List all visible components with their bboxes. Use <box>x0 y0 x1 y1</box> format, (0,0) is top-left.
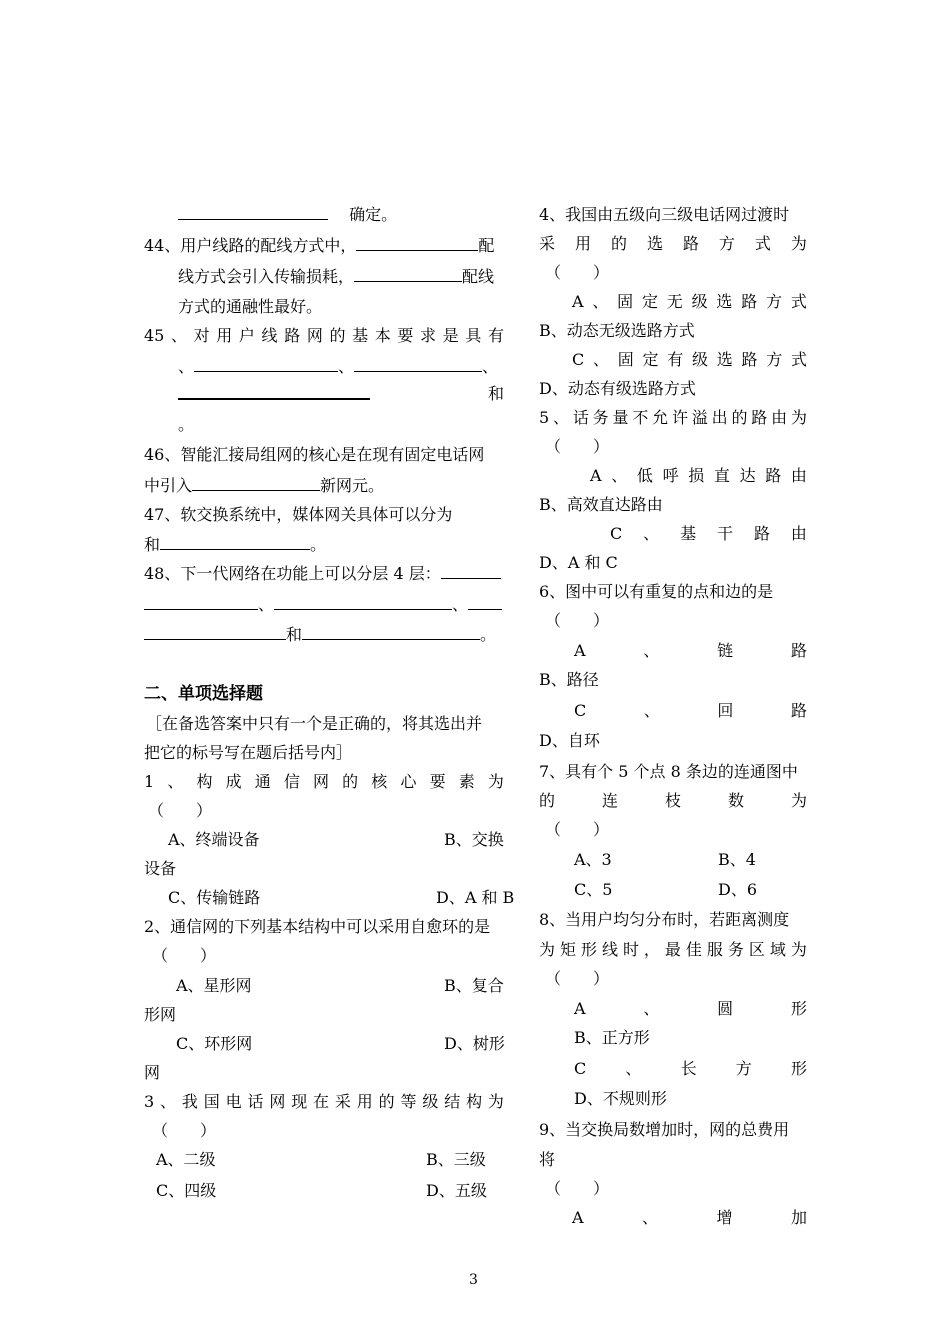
q48-line3 <box>144 625 496 645</box>
answer-paren: （ ） <box>545 969 610 988</box>
answer-blank <box>178 384 370 400</box>
text: 和 <box>286 625 303 644</box>
char: 构 <box>196 772 213 791</box>
option-d: D、动态有级选路方式 <box>539 379 696 398</box>
char: 3 <box>144 1092 155 1111</box>
answer-blank <box>354 357 482 372</box>
s9-question: 9、当交换局数增加时，网的总费用 <box>539 1120 790 1139</box>
char: 区 <box>748 940 765 959</box>
char: 为 <box>790 791 807 810</box>
option-d-cont: 网 <box>144 1063 161 1082</box>
text: 、 <box>178 357 195 376</box>
q44-line2 <box>178 267 494 287</box>
option-d: D、树形 <box>444 1034 505 1053</box>
char: 要 <box>429 772 446 791</box>
char: 无 <box>666 292 683 311</box>
char: 矩 <box>559 940 576 959</box>
char: 务 <box>592 408 609 427</box>
option-c <box>574 701 807 721</box>
char: 具 <box>465 326 482 345</box>
answer-paren: （ ） <box>545 437 610 456</box>
char: 溢 <box>691 408 708 427</box>
option-b: B、交换 <box>444 830 504 849</box>
char: 采 <box>539 234 556 253</box>
answer-blank <box>160 535 310 550</box>
char: 我 <box>181 1092 198 1111</box>
char: 的 <box>610 234 627 253</box>
char: 式 <box>754 234 771 253</box>
char: 路 <box>790 641 807 660</box>
char: 有 <box>667 350 684 369</box>
char: 形 <box>790 999 807 1018</box>
char: 是 <box>442 326 459 345</box>
char: 用 <box>356 1092 373 1111</box>
char: 国 <box>203 1092 220 1111</box>
char: 呼 <box>662 466 679 485</box>
answer-paren: （ ） <box>545 1179 610 1198</box>
char: 信 <box>283 772 300 791</box>
text: 线方式会引入传输损耗， <box>178 267 355 286</box>
s5-question <box>539 408 807 428</box>
char: 等 <box>400 1092 417 1111</box>
char: A <box>574 999 586 1018</box>
char: 结 <box>444 1092 461 1111</box>
char: 回 <box>717 701 734 720</box>
char: 式 <box>790 350 807 369</box>
char: ， <box>643 940 660 959</box>
answer-blank <box>144 595 258 610</box>
char: 、 <box>592 292 609 311</box>
char: 素 <box>458 772 475 791</box>
char: 、 <box>592 350 609 369</box>
s1-question <box>144 772 504 792</box>
char: 由 <box>790 466 807 485</box>
char: 方 <box>718 234 735 253</box>
char: 选 <box>646 234 663 253</box>
answer-blank <box>194 357 338 372</box>
s8-question: 8、当用户均匀分布时，若距离测度 <box>539 910 790 929</box>
char: 户 <box>238 326 255 345</box>
option-b: B、复合 <box>444 976 504 995</box>
q45-line3 <box>178 384 504 405</box>
option-b: B、三级 <box>426 1150 486 1169</box>
char: 选 <box>716 292 733 311</box>
char: 路 <box>751 408 768 427</box>
answer-paren: （ ） <box>152 1121 217 1140</box>
option-b: B、高效直达路由 <box>539 495 663 514</box>
q47-line1: 47、软交换系统中，媒体网关具体可以分为 <box>144 505 453 524</box>
char: 损 <box>688 466 705 485</box>
option-b: B、正方形 <box>574 1028 650 1047</box>
q47-line2 <box>144 535 326 555</box>
q45-line1 <box>144 326 504 346</box>
q43-tail <box>178 205 397 225</box>
char: 最 <box>664 940 681 959</box>
option-b-cont: 形网 <box>144 1005 177 1024</box>
text: 、 <box>338 357 355 376</box>
char: 基 <box>680 524 697 543</box>
option-a <box>572 292 807 312</box>
char: 话 <box>247 1092 264 1111</box>
char: 路 <box>753 524 770 543</box>
char: 路 <box>765 466 782 485</box>
option-c <box>574 1059 807 1079</box>
char: 本 <box>374 326 391 345</box>
char: 定 <box>642 350 659 369</box>
char: 话 <box>572 408 589 427</box>
char: 成 <box>225 772 242 791</box>
char: 、 <box>643 524 660 543</box>
char: 低 <box>636 466 653 485</box>
option-a: A、3 <box>574 850 612 869</box>
option-c <box>610 524 807 544</box>
char: 路 <box>790 701 807 720</box>
char: 构 <box>466 1092 483 1111</box>
char: 电 <box>225 1092 242 1111</box>
answer-blank <box>192 476 320 491</box>
char: 直 <box>713 466 730 485</box>
s2-question: 2、通信网的下列基本结构中可以采用自愈环的是 <box>144 917 491 936</box>
option-b: B、路径 <box>539 670 599 689</box>
char: 链 <box>717 641 734 660</box>
s8-question-cont <box>539 940 807 960</box>
q44-line1 <box>144 236 494 256</box>
char: 路 <box>741 350 758 369</box>
q46-line1: 46、智能汇接局组网的核心是在现有固定电话网 <box>144 445 485 464</box>
char: 路 <box>741 292 758 311</box>
char: A <box>590 466 602 485</box>
option-b-cont: 设备 <box>144 859 177 878</box>
answer-paren: （ ） <box>545 611 610 630</box>
char: 用 <box>574 234 591 253</box>
q44-line3: 方式的通融性最好。 <box>178 297 323 316</box>
option-d: D、自环 <box>539 731 600 750</box>
char: 服 <box>706 940 723 959</box>
char: 、 <box>643 641 660 660</box>
char: 出 <box>711 408 728 427</box>
text: 和 <box>144 535 161 554</box>
text: 44、用户线路的配线方式中， <box>144 236 357 255</box>
answer-blank <box>441 564 501 579</box>
char: 连 <box>601 791 618 810</box>
char: 为 <box>790 408 807 427</box>
char: 为 <box>539 940 556 959</box>
char: 数 <box>727 791 744 810</box>
option-d: D、A 和 B <box>436 888 515 907</box>
char: 枝 <box>664 791 681 810</box>
char: A <box>572 292 584 311</box>
q46-line2 <box>144 476 384 496</box>
answer-blank <box>178 205 328 220</box>
char: 采 <box>334 1092 351 1111</box>
char: 圆 <box>717 999 734 1018</box>
char: 的 <box>731 408 748 427</box>
char: 形 <box>790 1059 807 1078</box>
char: 许 <box>671 408 688 427</box>
char: 45 <box>144 326 165 345</box>
s9-question-cont: 将 <box>539 1150 556 1169</box>
text: 确定。 <box>349 205 398 224</box>
char: 干 <box>717 524 734 543</box>
option-a <box>590 466 807 486</box>
char: A <box>572 1208 584 1227</box>
char: 现 <box>291 1092 308 1111</box>
char: 由 <box>771 408 788 427</box>
answer-blank <box>354 267 462 282</box>
answer-paren: （ ） <box>148 801 213 820</box>
char: 固 <box>617 292 634 311</box>
option-d: D、不规则形 <box>574 1089 667 1108</box>
instructions-line1: ［在备选答案中只有一个是正确的，将其选出并 <box>146 714 483 733</box>
answer-blank <box>274 595 452 610</box>
text: 中引入 <box>144 476 193 495</box>
char: A <box>574 641 586 660</box>
text: 。 <box>310 535 327 554</box>
char: 为 <box>487 1092 504 1111</box>
text: 新网元。 <box>320 476 385 495</box>
char: 为 <box>790 234 807 253</box>
char: 级 <box>691 292 708 311</box>
option-c: C、四级 <box>156 1181 217 1200</box>
char: 增 <box>716 1208 733 1227</box>
text: 和 <box>487 384 504 403</box>
char: 由 <box>790 524 807 543</box>
char: 佳 <box>685 940 702 959</box>
char: 为 <box>487 772 504 791</box>
option-d: D、6 <box>718 880 758 899</box>
option-a <box>574 999 807 1019</box>
char: 、 <box>642 1208 659 1227</box>
char: 量 <box>612 408 629 427</box>
q48-line1 <box>144 564 501 584</box>
char: 、 <box>167 772 184 791</box>
text: 48、下一代网络在功能上可以分层 4 层： <box>144 564 441 583</box>
char: 线 <box>261 326 278 345</box>
char: 方 <box>766 350 783 369</box>
option-b: B、4 <box>718 850 756 869</box>
option-d: D、A 和 C <box>539 553 618 572</box>
s4-question: 4、我国由五级向三级电话网过渡时 <box>539 205 790 224</box>
char: 不 <box>632 408 649 427</box>
char: 心 <box>400 772 417 791</box>
char: 选 <box>716 350 733 369</box>
char: 1 <box>144 772 155 791</box>
char: 达 <box>739 466 756 485</box>
char: 方 <box>735 1059 752 1078</box>
text: 、 <box>482 357 499 376</box>
char: 的 <box>539 791 556 810</box>
char: 网 <box>306 326 323 345</box>
char: 、 <box>643 999 660 1018</box>
q48-line2 <box>144 595 502 615</box>
char: 级 <box>422 1092 439 1111</box>
s3-question <box>144 1092 504 1112</box>
char: 域 <box>769 940 786 959</box>
section-title: 二、单项选择题 <box>144 684 263 704</box>
text: 、 <box>258 595 275 614</box>
char: 的 <box>342 772 359 791</box>
char: 形 <box>580 940 597 959</box>
answer-blank <box>356 236 478 251</box>
char: 要 <box>397 326 414 345</box>
option-c: C、环形网 <box>176 1034 253 1053</box>
char: 方 <box>766 292 783 311</box>
char: 的 <box>378 1092 395 1111</box>
q45-line2 <box>178 357 498 377</box>
text: 、 <box>452 595 469 614</box>
s7-question-cont <box>539 791 807 811</box>
option-c: C、传输链路 <box>168 888 261 907</box>
char: 、 <box>625 1059 642 1078</box>
text: 。 <box>480 625 497 644</box>
option-a <box>572 1208 807 1228</box>
answer-blank <box>468 595 502 610</box>
char: 加 <box>790 1208 807 1227</box>
char: 对 <box>193 326 210 345</box>
char: 、 <box>170 326 187 345</box>
answer-paren: （ ） <box>152 946 217 965</box>
char: 网 <box>313 772 330 791</box>
s7-question: 7、具有个 5 个点 8 条边的连通图中 <box>539 762 798 781</box>
char: 式 <box>790 292 807 311</box>
page-number: 3 <box>469 1272 478 1288</box>
char: 定 <box>641 292 658 311</box>
char: 在 <box>313 1092 330 1111</box>
s4-question-cont <box>539 234 807 254</box>
option-a: A、终端设备 <box>168 830 260 849</box>
answer-paren: （ ） <box>545 263 610 282</box>
char: 线 <box>601 940 618 959</box>
char: 5 <box>539 408 550 427</box>
answer-paren: （ ） <box>545 820 610 839</box>
option-a: A、星形网 <box>176 976 252 995</box>
char: 通 <box>254 772 271 791</box>
option-d: D、五级 <box>426 1181 487 1200</box>
char: 网 <box>269 1092 286 1111</box>
char: C <box>574 701 587 720</box>
char: 为 <box>790 940 807 959</box>
char: C <box>572 350 585 369</box>
option-a: A、二级 <box>156 1150 216 1169</box>
instructions-line2: 把它的标号写在题后括号内］ <box>144 743 353 762</box>
char: 的 <box>329 326 346 345</box>
text: 配 <box>478 236 495 255</box>
q45-line4: 。 <box>178 415 195 434</box>
answer-blank <box>302 625 480 640</box>
answer-blank <box>144 625 286 640</box>
char: 长 <box>680 1059 697 1078</box>
char: C <box>610 524 623 543</box>
text: 配线 <box>462 267 495 286</box>
char: 用 <box>216 326 233 345</box>
char: C <box>574 1059 587 1078</box>
char: 固 <box>617 350 634 369</box>
char: 时 <box>622 940 639 959</box>
char: 基 <box>352 326 369 345</box>
char: 、 <box>643 701 660 720</box>
char: 路 <box>284 326 301 345</box>
char: 求 <box>420 326 437 345</box>
char: 级 <box>691 350 708 369</box>
option-a <box>574 641 807 661</box>
char: 务 <box>727 940 744 959</box>
option-c: C、5 <box>574 880 613 899</box>
char: 核 <box>371 772 388 791</box>
option-c <box>572 350 807 370</box>
s6-question: 6、图中可以有重复的点和边的是 <box>539 582 774 601</box>
char: 、 <box>160 1092 177 1111</box>
char: 允 <box>652 408 669 427</box>
char: 有 <box>487 326 504 345</box>
char: 、 <box>553 408 570 427</box>
option-b: B、动态无级选路方式 <box>539 321 695 340</box>
char: 路 <box>682 234 699 253</box>
char: 、 <box>611 466 628 485</box>
